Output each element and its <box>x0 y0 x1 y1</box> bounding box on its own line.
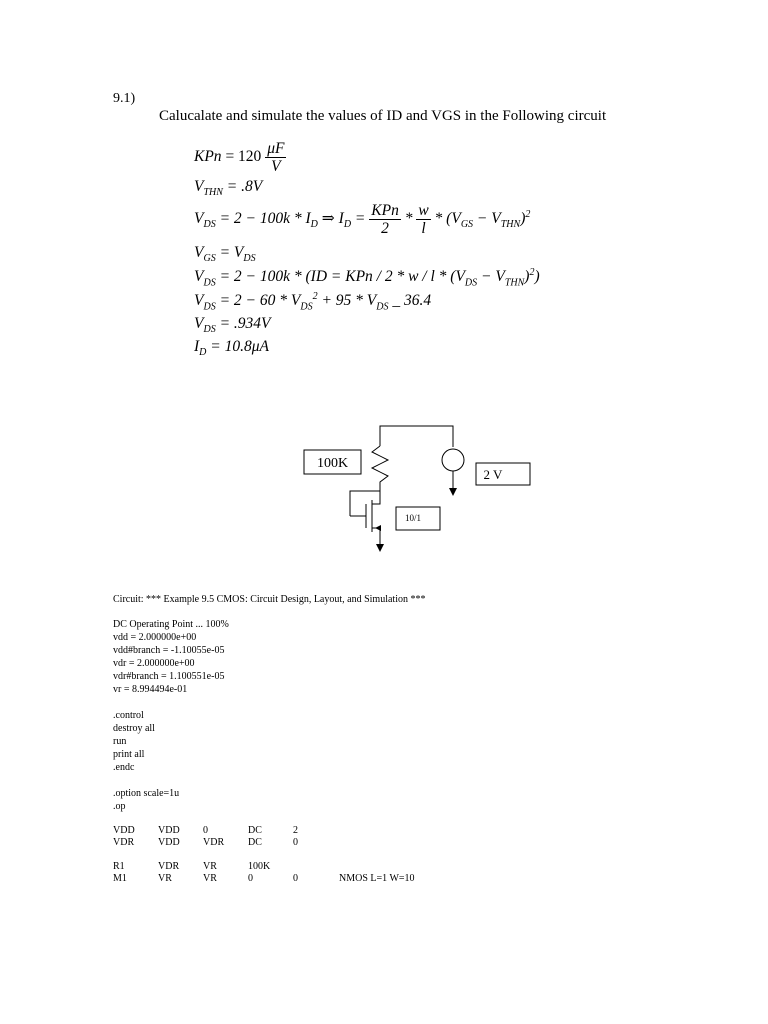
op-line: vdd#branch = -1.10055e-05 <box>113 645 225 656</box>
equation-vgs: $V_{GS} = V_{DS}$ <box>194 244 256 265</box>
netlist-cell: VDD <box>158 837 180 848</box>
netlist-cell: VDD <box>158 825 180 836</box>
netlist-cell: 100K <box>248 861 271 872</box>
netlist-cell: VR <box>203 861 217 872</box>
control-line: destroy all <box>113 723 155 734</box>
drain-wire <box>372 491 380 504</box>
transistor-label: 10/1 <box>404 513 422 523</box>
netlist-cell: VR <box>158 873 172 884</box>
top-wire <box>380 426 453 447</box>
netlist-cell: DC <box>248 825 262 836</box>
netlist-cell: VDR <box>203 837 225 848</box>
netlist-cell: M1 <box>113 873 127 884</box>
source-wire-mosfet <box>372 528 380 544</box>
netlist-cell: DC <box>248 837 262 848</box>
netlist-cell: 2 <box>293 825 298 836</box>
problem-statement: Calucalate and simulate the values of ID and VGS in the Following circuit <box>159 108 607 124</box>
equation-vds-full: $V_{DS} = 2 - 100k * (ID$ = KPn / $2 * w / l * (V_{DS} - V_{THN})^2$) <box>194 267 540 289</box>
netlist-cell: NMOS L=1 W=10 <box>339 873 415 884</box>
equation-vds-poly: $V_{DS} = 2 - 60 * V_{DS}^2 + 95 * V_{DS}$ _ 36.4 <box>194 291 432 313</box>
op-line: vdd = 2.000000e+00 <box>113 632 197 643</box>
mosfet-arrow <box>375 525 381 531</box>
op-line: vdr = 2.000000e+00 <box>113 658 195 669</box>
netlist-cell: VDR <box>158 861 180 872</box>
netlist-cell: VR <box>203 873 217 884</box>
resistor-label: 100K <box>316 456 349 471</box>
netlist-cell: VDR <box>113 837 135 848</box>
control-block <box>0 709 155 774</box>
circuit-title: Circuit: *** Example 9.5 CMOS: Circuit Design, Layout, and Simulation *** <box>113 594 426 605</box>
option-line: .option scale=1u <box>113 788 180 799</box>
control-line: .control <box>113 710 144 721</box>
ground-arrow-source <box>449 488 457 496</box>
equation-kpn: KPn = 120 $\frac{\mu F}{V}$ <box>194 140 285 175</box>
netlist-cell: VDD <box>113 825 135 836</box>
control-line: .endc <box>113 762 135 773</box>
netlist-cell: 0 <box>248 873 253 884</box>
equation-vds-value: $V_{DS} = .934V$ <box>194 315 271 336</box>
equation-vthn: $V_{THN} = .8V$ <box>194 178 263 199</box>
ground-arrow-mosfet <box>376 544 384 552</box>
equation-vds-id: $V_{DS} = 2 - 100k * I_D$ ⇒ $I_D$ = $\frac{\text{KPn}}{2}$ * $\frac{w}{l}$ * $(V_{GS} - V_{THN})^2$ <box>194 202 531 237</box>
netlist-cell: R1 <box>113 861 125 872</box>
netlist-cell: 0 <box>293 837 298 848</box>
op-results <box>0 618 229 696</box>
netlist-cell: 0 <box>203 825 208 836</box>
netlist-cell: 0 <box>293 873 298 884</box>
control-line: print all <box>113 749 145 760</box>
options-block <box>0 787 180 813</box>
control-line: run <box>113 736 127 747</box>
op-line: DC Operating Point ... 100% <box>113 619 229 630</box>
resistor-symbol <box>372 446 388 491</box>
problem-number: 9.1) <box>113 91 136 106</box>
source-label: 2 V <box>483 467 503 482</box>
voltage-source-symbol <box>442 449 464 471</box>
op-line: vdr#branch = 1.100551e-05 <box>113 671 225 682</box>
option-line: .op <box>113 801 126 812</box>
op-line: vr = 8.994494e-01 <box>113 684 188 695</box>
equation-id-value: $I_D = 10.8\mu A$ <box>194 338 269 359</box>
